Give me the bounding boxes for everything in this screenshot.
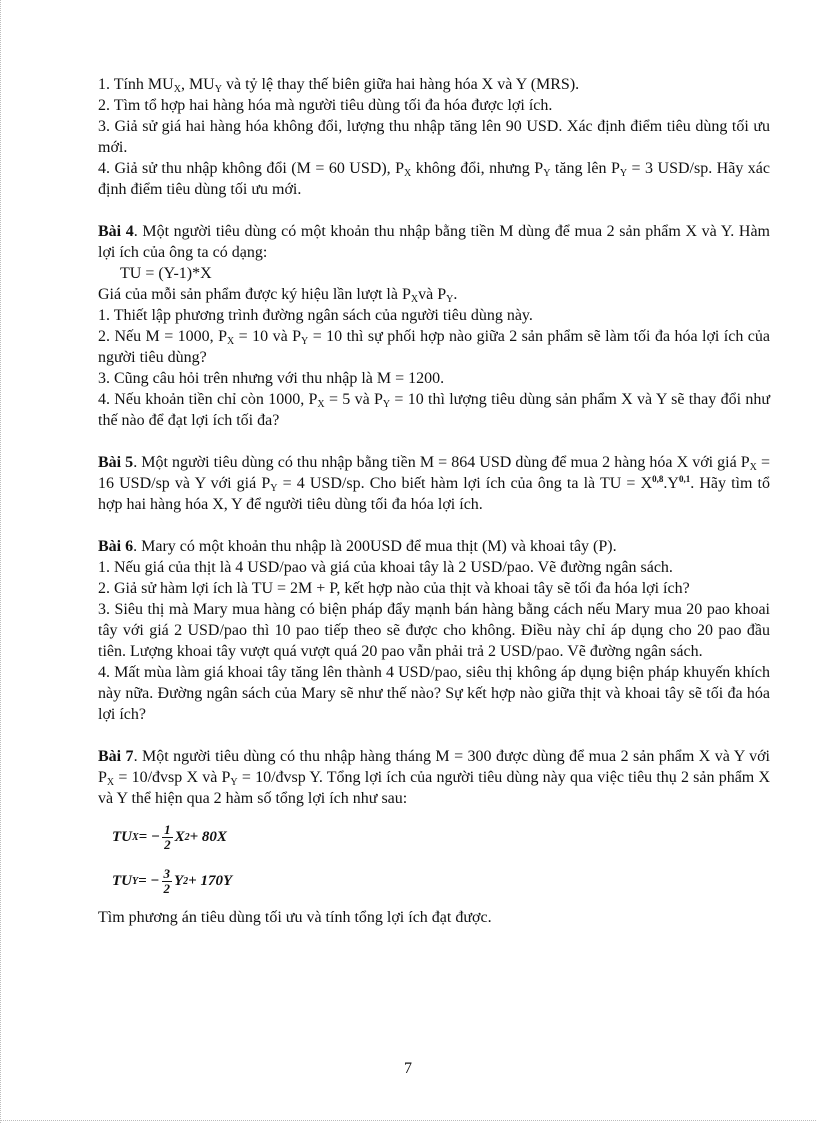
bai6-question-1: 1. Nếu giá của thịt là 4 USD/pao và giá của khoai tây là 2 USD/pao. Vẽ đường ngân sách.	[98, 559, 673, 576]
bai5-title: Bài 5	[98, 454, 134, 471]
bai4-question-2: 2. Nếu M = 1000, $P_X = 10$ và $P_Y = 10$ thì sự phối hợp nào giữa 2 sản phẩm sẽ làm tối đa hóa lợi ích của người tiêu dùng?	[98, 328, 770, 366]
bai4-intro: Bài 4. Một người tiêu dùng có một khoản thu nhập bằng tiền M dùng để mua 2 sản phẩm X và Y. Hàm lợi ích của ông ta có dạng:	[98, 223, 770, 261]
bai7-paragraph: Bài 7. Một người tiêu dùng có thu nhập hàng tháng M = 300 được dùng để mua 2 sản phẩm X và Y với $P_X$ = 10/đvsp X và $P_Y$ = 10/đvsp Y. Tổng lợi ích của người tiêu dùng này qua việc tiêu thụ 2 sản phẩm X và Y thể hiện qua 2 hàm số tổng lợi ích như sau:	[98, 748, 771, 807]
bai4-question-1: 1. Thiết lập phương trình đường ngân sách của người tiêu dùng này.	[98, 307, 533, 324]
bai7-formula-tuy: TU Y = − $\frac{3}{2}$ Y 2 + 170Y	[112, 865, 233, 896]
bai7-closing: Tìm phương án tiêu dùng tối ưu và tính tổng lợi ích đạt được.	[98, 909, 492, 926]
question-line-3: 3. Giả sử giá hai hàng hóa không đổi, lượng thu nhập tăng lên 90 USD. Xác định điểm tiêu dùng tối ưu mới.	[98, 118, 770, 156]
page-border-left	[0, 0, 2, 1123]
bai6-intro: Bài 6. Mary có một khoản thu nhập là 200USD để mua thịt (M) và khoai tây (P).	[98, 538, 617, 555]
question-line-1: 1. Tính $MU_X$, $MU_Y$ và tỷ lệ thay thế biên giữa hai hàng hóa X và Y (MRS).	[98, 76, 580, 95]
page-content	[98, 74, 770, 928]
page-number: 7	[404, 1060, 412, 1077]
bai4-question-3: 3. Cũng câu hỏi trên nhưng với thu nhập là M = 1200.	[98, 370, 445, 387]
bai4-title: Bài 4	[98, 223, 134, 240]
bai4-price-notation: Giá của mỗi sản phẩm được ký hiệu lần lượt là $P_Xvà$ $P_Y$.	[98, 286, 458, 305]
question-line-2: 2. Tìm tổ hợp hai hàng hóa mà người tiêu dùng tối đa hóa được lợi ích.	[98, 97, 553, 114]
bai6-title: Bài 6	[98, 538, 134, 555]
bai6-question-2: 2. Giả sử hàm lợi ích là TU = 2M + P, kết hợp nào của thịt và khoai tây sẽ tối đa hóa lợi ích?	[98, 580, 690, 597]
question-line-4: 4. Giả sử thu nhập không đổi (M = 60 USD), $P_X$ không đổi, nhưng $P_Y$ tăng lên $P_Y = 3$ USD/sp. Hãy xác định điểm tiêu dùng tối ưu mới.	[98, 160, 771, 198]
bai5-paragraph: Bài 5. Một người tiêu dùng có thu nhập bằng tiền M = 864 USD dùng để mua 2 hàng hóa X với giá $P_X = 16$ USD/sp và Y với giá $P_Y = 4$ USD/sp. Cho biết hàm lợi ích của ông ta là TU = $X^{0,8}.Y^{0,1}$. Hãy tìm tổ hợp hai hàng hóa X, Y để người tiêu dùng tối đa hóa lợi ích.	[98, 454, 771, 513]
bai4-question-4: 4. Nếu khoản tiền chỉ còn 1000, $P_X = 5$ và $P_Y = 10$ thì lượng tiêu dùng sản phẩm X và Y sẽ thay đổi như thế nào để đạt lợi ích tối đa?	[98, 391, 771, 429]
bai6-question-3: 3. Siêu thị mà Mary mua hàng có biện pháp đẩy mạnh bán hàng bằng cách nếu Mary mua 20 pao khoai tây với giá 2 USD/pao thì 10 pao tiếp theo sẽ được cho không. Điều này chỉ áp dụng cho 20 pao đầu tiên. Lượng khoai tây vượt quá vượt quá 20 pao vẫn phải trả 2 USD/pao. Vẽ đường ngân sách.	[98, 601, 770, 660]
bai7-title: Bài 7	[98, 748, 134, 765]
page-border-bottom	[0, 1120, 816, 1122]
bai7-formulas	[112, 815, 770, 903]
bai6-question-4: 4. Mất mùa làm giá khoai tây tăng lên thành 4 USD/pao, siêu thị không áp dụng biện pháp khuyến khích này nữa. Đường ngân sách của Mary sẽ như thế nào? Sự kết hợp nào giữa thịt và khoai tây sẽ tối đa hóa lợi ích?	[98, 664, 770, 723]
bai7-formula-tux: TU X = − $\frac{1}{2}$ X 2 + 80X	[112, 821, 227, 852]
bai4-utility-formula: TU = (Y-1)*X	[120, 265, 212, 282]
